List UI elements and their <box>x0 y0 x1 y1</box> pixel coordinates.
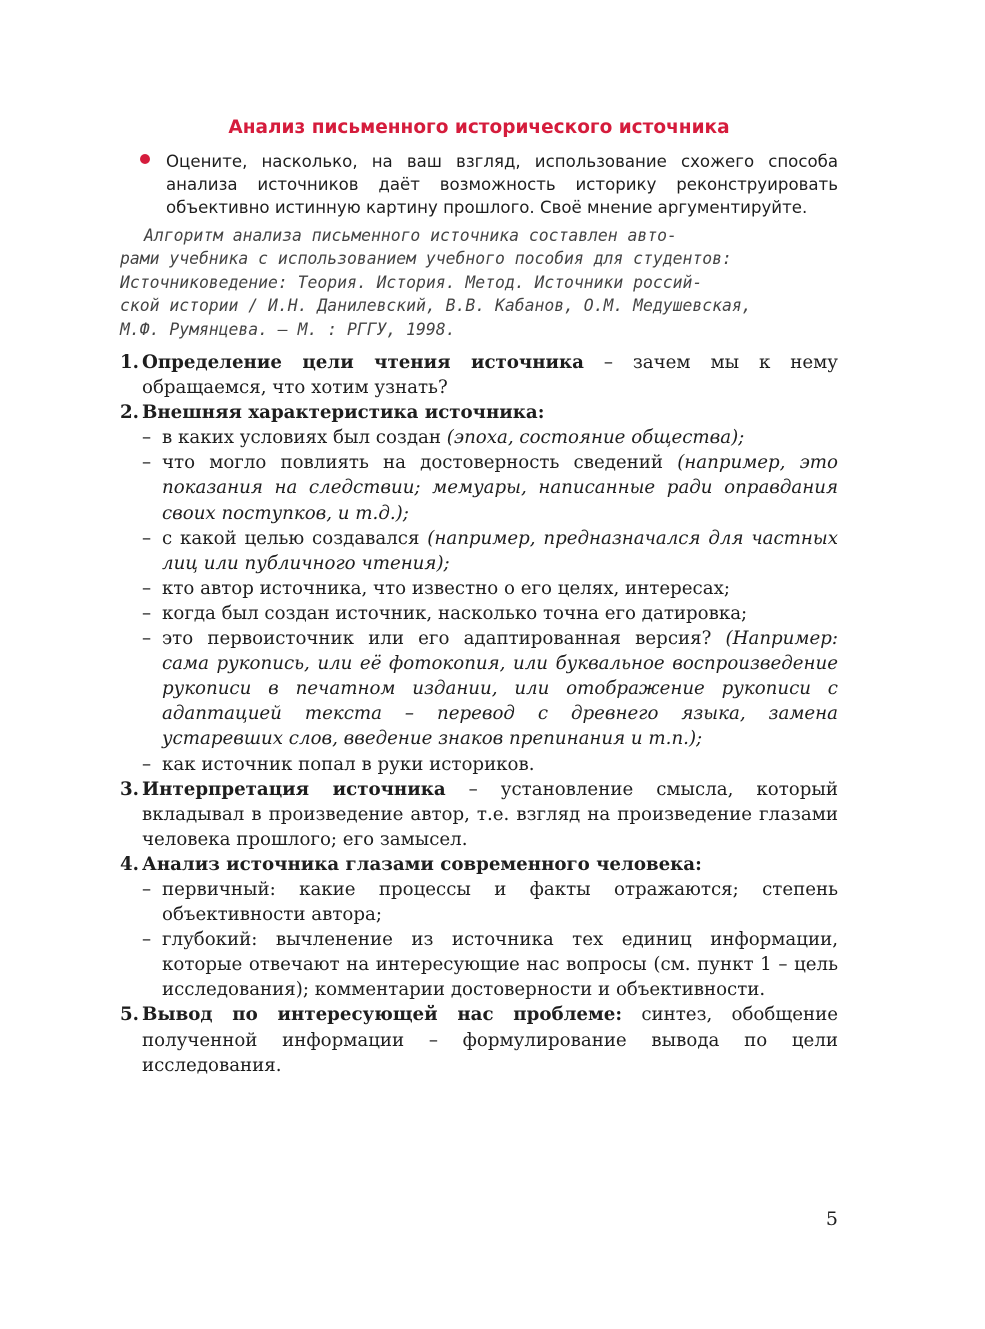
sub-item-text: в каких условиях был создан <box>162 427 447 449</box>
question-text: Оцените, насколько, на ваш взгляд, использование схожего способа анализа источников даёт возможность историку реконструировать объективно истинную картину прошлого. Своё мнение аргументируйте. <box>166 152 838 217</box>
dash-marker: – <box>142 527 152 549</box>
item-title: Внешняя характеристика источника: <box>142 402 545 424</box>
dash-marker: – <box>142 577 152 599</box>
list-item <box>120 400 838 425</box>
sub-item-text: кто автор источника, что известно о его целях, интересах; <box>162 577 730 599</box>
sub-item-text: когда был создан источник, насколько точна его датировка; <box>162 602 748 624</box>
sub-item <box>120 601 838 626</box>
dash-marker: – <box>142 753 152 775</box>
sub-item <box>120 576 838 601</box>
reference-line: рами учебника с использованием учебного пособия для студентов: <box>120 249 732 269</box>
list-item <box>120 1002 838 1077</box>
sub-item <box>120 626 838 751</box>
sub-item-italic: (эпоха, состояние общества); <box>446 427 745 449</box>
item-number: 1. <box>120 352 139 373</box>
sub-item <box>120 526 838 576</box>
sub-item-italic: (например, это показания на следствии; мемуары, написанные ради оправдания своих поступков, и т.д.); <box>162 452 838 524</box>
item-title: Интерпретация источника <box>142 778 446 800</box>
section-heading: Анализ письменного исторического источника <box>228 117 730 138</box>
list-item <box>120 350 838 400</box>
dash-marker: – <box>142 452 152 474</box>
sub-item-text: как источник попал в руки историков. <box>162 753 535 775</box>
reference-line: Источниковедение: Теория. История. Метод. Источники россий- <box>120 272 703 292</box>
dash-marker: – <box>142 628 152 650</box>
item-title: Определение цели чтения источника <box>142 352 584 373</box>
algorithm-list <box>120 350 838 1078</box>
sub-item <box>120 927 838 1002</box>
reference-line: ской истории / И.Н. Данилевский, В.В. Кабанов, О.М. Медушевская, <box>120 296 752 316</box>
reference-note <box>120 224 838 341</box>
item-number: 4. <box>120 853 139 875</box>
sub-item-text: с какой целью создавался <box>162 527 428 549</box>
bullet-dot-icon <box>140 154 150 164</box>
item-text: – зачем мы к нему обращаемся, что хотим узнать? <box>142 352 838 399</box>
sub-item-text: что могло повлиять на достоверность сведений <box>162 452 678 474</box>
sub-item-text: это первоисточник или его адаптированная версия? <box>162 628 726 650</box>
reference-line: М.Ф. Румянцева. – М. : РГГУ, 1998. <box>120 319 456 339</box>
dash-marker: – <box>142 878 152 900</box>
dash-marker: – <box>142 602 152 624</box>
item-text: – установление смысла, который вкладывал в произведение автор, т.е. взгляд на произведение глазами человека прошлого; его замысел. <box>142 778 838 850</box>
item-text: синтез, обобщение полученной информации – формулирование вывода по цели исследования. <box>142 1004 838 1076</box>
sub-item <box>120 752 838 777</box>
list-item <box>120 777 838 852</box>
item-number: 3. <box>120 778 139 800</box>
item-number: 5. <box>120 1004 139 1026</box>
dash-marker: – <box>142 427 152 449</box>
sub-item-italic: (Например: сама рукопись, или её фотокопия, или буквальное воспроизведение рукописи в печатном издании, или отображение рукописи с адаптацией текста – перевод с древнего языка, замена устаревших слов, введение знаков препинания и т.п.); <box>162 628 838 750</box>
item-title: Анализ источника глазами современного человека: <box>142 853 702 875</box>
sub-item-text: глубокий: вычленение из источника тех единиц информации, которые отвечают на интересующие нас вопросы (см. пункт 1 – цель исследования); комментарии достоверности и объективности. <box>162 929 838 1001</box>
sub-item-text: первичный: какие процессы и факты отражаются; степень объективности автора; <box>162 878 838 926</box>
sub-item <box>120 877 838 927</box>
list-item <box>120 852 838 877</box>
reference-line: Алгоритм анализа письменного источника составлен авто- <box>144 226 677 245</box>
item-title: Вывод по интересующей нас проблеме: <box>142 1004 623 1026</box>
sub-item <box>120 450 838 525</box>
dash-marker: – <box>142 929 152 951</box>
sub-item-italic: (например, предназначался для частных лиц или публичного чтения); <box>162 527 838 574</box>
item-number: 2. <box>120 402 139 424</box>
page-number: 5 <box>825 1208 838 1230</box>
sub-item <box>120 425 838 450</box>
